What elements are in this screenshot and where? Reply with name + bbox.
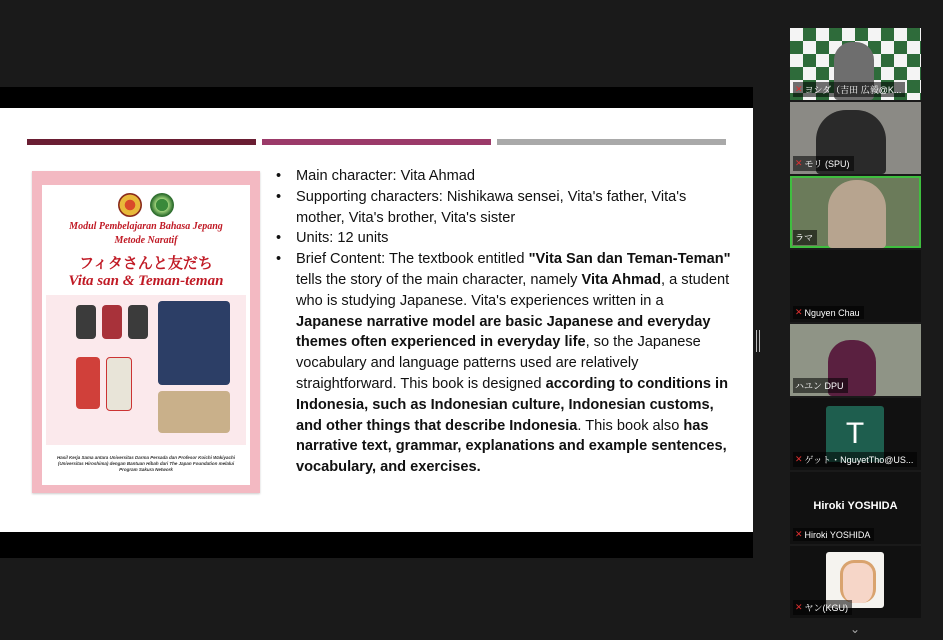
- cover-illustration: [46, 295, 246, 445]
- slide-separator-2: [262, 139, 491, 145]
- character-illustration: [158, 391, 230, 433]
- cover-title-line1: Modul Pembelajaran Bahasa Jepang: [69, 221, 223, 232]
- bullet-text: Brief Content: The textbook entitled: [296, 251, 529, 268]
- shared-screen: [0, 87, 753, 558]
- participant-name-label: [793, 306, 864, 319]
- participant-video: [828, 180, 886, 248]
- bullet-item: [272, 228, 732, 249]
- participant-tile[interactable]: [790, 324, 921, 396]
- participant-name: ゲット・NguyetTho@US...: [804, 455, 914, 465]
- participant-tile[interactable]: [790, 28, 921, 100]
- bullet-text: , a student who is studying Japanese. Vita's experiences written in a: [296, 271, 730, 309]
- slide-separator-3: [497, 139, 726, 145]
- character-illustration: [128, 305, 148, 339]
- bullet-icon: •: [276, 168, 282, 184]
- character-illustration: [76, 357, 100, 409]
- participant-name: ヨシダ（吉田 広毅@K...: [804, 85, 902, 95]
- bullet-text: . This book also: [577, 417, 684, 434]
- bullet-text: , so the Japanese vocabulary and language patterns used are relatively straightforward. This book is designed: [296, 334, 701, 392]
- participant-name: モリ (SPU): [804, 159, 850, 169]
- mic-muted-icon: ✕: [795, 602, 803, 612]
- slide-separator-1: [27, 139, 256, 145]
- participant-name-label: [793, 452, 917, 467]
- chevron-down-icon[interactable]: ⌄: [850, 622, 861, 636]
- bullet-icon: •: [276, 188, 282, 205]
- bullet-text: Supporting characters: Nishikawa sensei, Vita's father, Vita's mother, Vita's brother, Vita's sister: [296, 188, 687, 226]
- book-cover: [32, 171, 260, 493]
- character-illustration: [158, 301, 230, 385]
- character-illustration: [106, 357, 132, 411]
- participant-name-label: [793, 230, 817, 245]
- bullet-icon: •: [276, 251, 282, 268]
- slide-bullet-list: [272, 166, 732, 478]
- bullet-item: [272, 166, 732, 187]
- participant-name-label: [793, 156, 854, 171]
- participant-name: Hiroki YOSHIDA: [804, 529, 871, 540]
- participant-name-label: [793, 82, 905, 97]
- participant-tile[interactable]: [790, 102, 921, 174]
- character-illustration: [76, 305, 96, 339]
- cover-footer-line1: Hasil Kerja Sama antara Universitas Darma Persada dan Profesor Koichi Wakiyachi: [57, 455, 235, 460]
- participant-tile[interactable]: [790, 250, 921, 322]
- cover-title-japanese: フィタさんと友だち: [79, 254, 213, 272]
- university-logo-icon: [118, 193, 142, 217]
- bullet-bold-text: according to conditions in Indonesia, such as Indonesian culture, Indonesian customs, and other things that describe Indonesia: [296, 375, 728, 434]
- participant-name-label: [793, 600, 852, 615]
- cover-footer-line3: Program Sakura Network: [119, 467, 173, 472]
- cover-title-main: Vita san & Teman-teman: [68, 273, 224, 289]
- bullet-bold-text: has narrative text, grammar, explanations and example sentences, vocabulary, and exercises.: [296, 417, 727, 476]
- bullet-text: Main character: Vita Ahmad: [296, 168, 476, 184]
- bullet-bold-text: "Vita San dan Teman-Teman": [528, 251, 731, 268]
- mic-muted-icon: ✕: [795, 529, 803, 539]
- mic-muted-icon: ✕: [795, 307, 803, 317]
- bullet-item: [272, 187, 732, 229]
- panel-resize-handle[interactable]: [756, 330, 760, 352]
- bullet-bold-text: Vita Ahmad: [581, 271, 662, 288]
- participant-name: Nguyen Chau: [804, 307, 860, 318]
- participant-avatar: T: [826, 406, 884, 462]
- bullet-text: Units: 12 units: [296, 230, 389, 247]
- foundation-logo-icon: [150, 193, 174, 217]
- participant-name-label: [793, 378, 848, 393]
- cover-footer-line2: (Universitas Hiroshima) dengan Bantuan Hibah dari The Japan Foundation melalui: [57, 461, 235, 466]
- participant-display-name: Hiroki YOSHIDA: [813, 500, 898, 512]
- participant-tile[interactable]: [790, 546, 921, 618]
- participant-tile[interactable]: [790, 472, 921, 544]
- mic-muted-icon: ✕: [795, 84, 803, 94]
- participant-name-label: [793, 528, 874, 541]
- mic-muted-icon: ✕: [795, 454, 803, 464]
- participant-tile-active[interactable]: [790, 176, 921, 248]
- participant-name: ハユン DPU: [795, 381, 844, 391]
- participant-name: ヤン(KGU): [804, 603, 848, 613]
- mic-muted-icon: ✕: [795, 158, 803, 168]
- book-cover-inner: [42, 185, 250, 485]
- participant-tile[interactable]: [790, 398, 921, 470]
- bullet-bold-text: Japanese narrative model are basic Japanese and everyday themes often experienced in everyday life: [296, 313, 711, 351]
- cover-footer: [48, 455, 244, 473]
- bullet-item: [272, 249, 732, 478]
- presentation-slide: [0, 108, 753, 532]
- bullet-text: tells the story of the main character, namely: [296, 271, 582, 288]
- character-illustration: [102, 305, 122, 339]
- participant-name: ラマ: [795, 233, 814, 243]
- bullet-icon: •: [276, 230, 282, 247]
- cover-title-line2: Metode Naratif: [114, 235, 178, 246]
- avatar-face-icon: [840, 560, 876, 603]
